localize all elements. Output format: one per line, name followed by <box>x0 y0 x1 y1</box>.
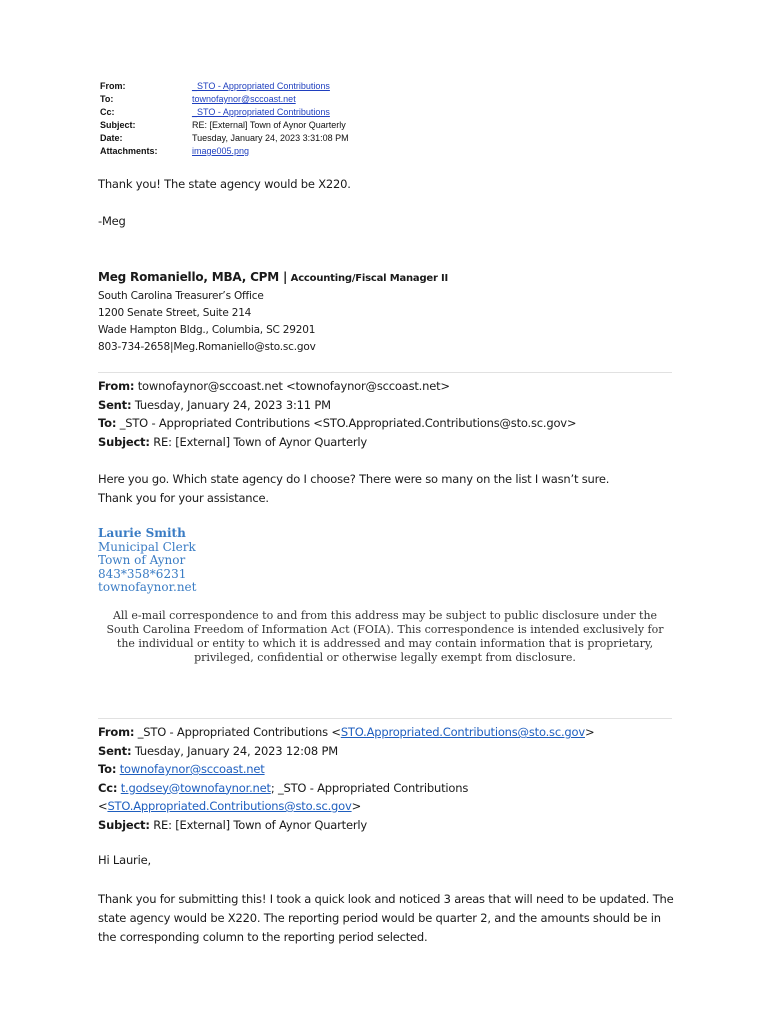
header-from-row <box>100 80 349 93</box>
greeting: Hi Laurie, <box>98 853 151 867</box>
signature-name: Meg Romaniello, MBA, CPM | <box>98 270 288 284</box>
header-to-value[interactable]: townofaynor@sccoast.net <box>192 94 296 104</box>
header-cc-value[interactable]: _STO - Appropriated Contributions <box>192 107 330 117</box>
header-to-label: To: <box>100 94 114 104</box>
laurie-title: Municipal Clerk <box>98 539 196 554</box>
quoted-header-3 <box>98 723 594 834</box>
laurie-phone: 843*358*6231 <box>98 566 187 581</box>
signature-details <box>98 288 316 356</box>
quoted3-from-row <box>98 723 594 742</box>
quoted3-from-name: _STO - Appropriated Contributions < <box>137 725 341 739</box>
signature-org: South Carolina Treasurer’s Office <box>98 290 264 302</box>
header-from-value[interactable]: _STO - Appropriated Contributions <box>192 81 330 91</box>
laurie-web: townofaynor.net <box>98 580 197 594</box>
quoted3-cc-label: Cc: <box>98 780 118 795</box>
header-cc-row <box>100 106 349 119</box>
quoted3-subject-row <box>98 816 594 835</box>
header-attachments-label: Attachments: <box>100 146 158 156</box>
laurie-org: Town of Aynor <box>98 553 186 567</box>
header-to-row <box>100 93 349 106</box>
laurie-name: Laurie Smith <box>98 526 186 540</box>
header-date-label: Date: <box>100 133 123 143</box>
message-body-3: Thank you for submitting this! I took a quick look and noticed 3 areas that will need to be updated. The state agency would be X220. The reporting period would be quarter 2, and the amounts should be in the corresponding column to the reporting period selected. <box>98 892 674 944</box>
foia-disclaimer: All e-mail correspondence to and from this address may be subject to public disclosure under the South Carolina Freedom of Information Act (FOIA). This correspondence is intended exclusively for the individual or entity to which it is addressed and may contain information that is proprietary, privileged, confidential or otherwise legally exempt from disclosure. <box>106 609 664 664</box>
message-body-line-2: Thank you for your assistance. <box>98 491 269 505</box>
quoted3-subject-label: Subject: <box>98 817 150 832</box>
quoted-to-label: To: <box>98 416 117 430</box>
header-from-label: From: <box>100 81 126 91</box>
message-body-line-1: Here you go. Which state agency do I choose? There were so many on the list I wasn’t sure. <box>98 472 610 486</box>
header-attachments-row <box>100 145 349 158</box>
reply-signoff: -Meg <box>98 214 126 228</box>
reply-line: Thank you! The state agency would be X220. <box>98 177 351 191</box>
quoted3-sent-value: Tuesday, January 24, 2023 12:08 PM <box>134 743 338 758</box>
header-date-value: Tuesday, January 24, 2023 3:31:08 PM <box>192 133 349 143</box>
quoted-sent-label: Sent: <box>98 397 132 412</box>
quoted3-cc-close: > <box>351 799 362 813</box>
header-subject-row <box>100 119 349 132</box>
quoted3-cc-separator: ; _STO - Appropriated Contributions <box>270 780 469 795</box>
quoted3-from-email-link[interactable]: STO.Appropriated.Contributions@sto.sc.gov <box>340 725 585 739</box>
quoted3-to-row <box>98 760 594 779</box>
signature-address-2: Wade Hampton Bldg., Columbia, SC 29201 <box>98 324 316 336</box>
quoted3-cc-open: < <box>98 799 108 813</box>
quoted3-sent-row <box>98 742 594 761</box>
quoted3-cc-email-link-2[interactable]: STO.Appropriated.Contributions@sto.sc.gov <box>107 799 352 813</box>
email-header <box>100 80 349 158</box>
quoted3-to-label: To: <box>98 762 117 776</box>
quoted-to-value: _STO - Appropriated Contributions <STO.Appropriated.Contributions@sto.sc.gov> <box>119 416 577 430</box>
quoted3-cc-row-cont <box>98 797 594 816</box>
header-date-row <box>100 132 349 145</box>
divider <box>98 372 672 373</box>
quoted3-from-label: From: <box>98 725 135 739</box>
header-subject-label: Subject: <box>100 120 136 130</box>
quoted-from-label: From: <box>98 379 135 393</box>
header-cc-label: Cc: <box>100 107 115 117</box>
quoted3-subject-value: RE: [External] Town of Aynor Quarterly <box>153 817 367 832</box>
signature-contact: 803-734-2658|Meg.Romaniello@sto.sc.gov <box>98 341 316 353</box>
quoted3-sent-label: Sent: <box>98 743 132 758</box>
header-subject-value: RE: [External] Town of Aynor Quarterly <box>192 120 346 130</box>
meg-signature <box>98 270 448 284</box>
quoted-header-2 <box>98 377 576 451</box>
signature-address-1: 1200 Senate Street, Suite 214 <box>98 307 252 319</box>
quoted3-to-email-link[interactable]: townofaynor@sccoast.net <box>119 762 265 776</box>
laurie-signature <box>98 527 196 595</box>
quoted-subject-value: RE: [External] Town of Aynor Quarterly <box>153 434 367 449</box>
quoted-subject-row <box>98 433 576 452</box>
quoted-from-row <box>98 377 576 396</box>
quoted-sent-value: Tuesday, January 24, 2023 3:11 PM <box>134 397 331 412</box>
quoted-subject-label: Subject: <box>98 434 150 449</box>
attachment-link[interactable]: image005.png <box>192 146 250 156</box>
quoted-sent-row <box>98 396 576 415</box>
divider <box>98 718 672 719</box>
quoted3-cc-email-link-1[interactable]: t.godsey@townofaynor.net <box>120 780 271 795</box>
quoted3-cc-row <box>98 779 594 798</box>
signature-title: Accounting/Fiscal Manager II <box>290 273 449 284</box>
quoted-from-value: townofaynor@sccoast.net <townofaynor@sccoast.net> <box>137 379 450 393</box>
message-body-2 <box>98 470 678 508</box>
quoted-to-row <box>98 414 576 433</box>
quoted3-from-close: > <box>584 725 595 739</box>
